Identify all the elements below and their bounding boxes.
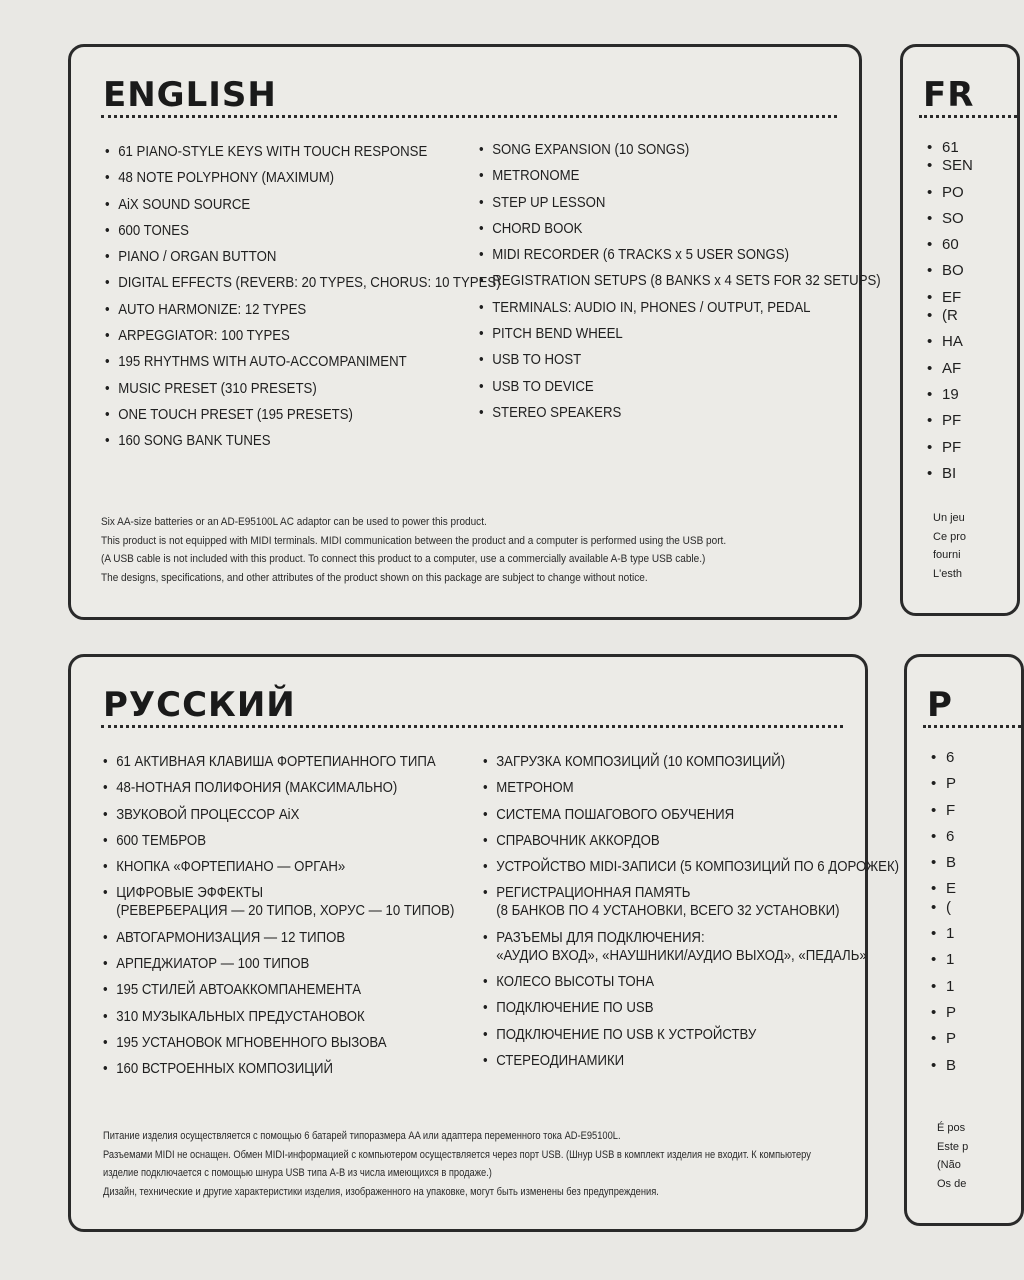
feature-item: • 160 SONG BANK TUNES: [105, 432, 501, 450]
russian-notes: [103, 1127, 843, 1201]
portuguese-notes: [937, 1119, 968, 1193]
feature-item: • DIGITAL EFFECTS (REVERB: 20 TYPES, CHORUS: 10 TYPES): [105, 274, 501, 292]
feature-item: • АВТОГАРМОНИЗАЦИЯ — 12 ТИПОВ: [103, 929, 454, 947]
feature-item: • СИСТЕМА ПОШАГОВОГО ОБУЧЕНИЯ: [483, 806, 899, 824]
note-line: fourni: [933, 549, 961, 561]
russian-panel: [68, 654, 900, 1232]
russian-features-right: [483, 753, 956, 1078]
feature-item: • ПОДКЛЮЧЕНИЕ ПО USB: [483, 999, 899, 1017]
note-line: É pos: [937, 1122, 966, 1134]
note-line: Дизайн, технические и другие характеристики изделия, изображенного на упаковке, могут быть изменены без предупреждения.: [103, 1185, 659, 1198]
feature-item: • 1: [931, 925, 956, 943]
feature-item: • КОЛЕСО ВЫСОТЫ ТОНА: [483, 973, 899, 991]
feature-item: • 6: [931, 749, 956, 767]
dotted-divider: [101, 725, 843, 728]
feature-item: • ЦИФРОВЫЕ ЭФФЕКТЫ (РЕВЕРБЕРАЦИЯ — 20 ТИПОВ, ХОРУС — 10 ТИПОВ): [103, 884, 454, 920]
feature-item: • АРПЕДЖИАТОР — 100 ТИПОВ: [103, 955, 454, 973]
feature-item: • 310 МУЗЫКАЛЬНЫХ ПРЕДУСТАНОВОК: [103, 1008, 454, 1026]
feature-item: • СТЕРЕОДИНАМИКИ: [483, 1052, 899, 1070]
feature-item: • AiX SOUND SOURCE: [105, 196, 501, 214]
feature-item: • E: [931, 880, 956, 898]
feature-item: • TERMINALS: AUDIO IN, PHONES / OUTPUT, PEDAL: [479, 299, 881, 317]
feature-item: • 600 ТЕМБРОВ: [103, 832, 454, 850]
feature-item: • ЗАГРУЗКА КОМПОЗИЦИЙ (10 КОМПОЗИЦИЙ): [483, 753, 899, 771]
french-notes: [933, 509, 966, 583]
portuguese-panel: [904, 654, 1024, 1226]
note-line: The designs, specifications, and other attributes of the product shown on this package are subject to change without notice.: [101, 571, 648, 584]
feature-item: • B: [931, 854, 956, 872]
feature-item: • ONE TOUCH PRESET (195 PRESETS): [105, 406, 501, 424]
feature-item: • P: [931, 1004, 956, 1022]
feature-item: • BI: [927, 465, 973, 483]
note-line: Разъемами MIDI не оснащен. Обмен MIDI-информацией с компьютером осуществляется через порт USB. (Шнур USB в комплект изделия не входит. К компьютеру: [103, 1148, 811, 1161]
feature-item: • MUSIC PRESET (310 PRESETS): [105, 380, 501, 398]
feature-item: • (R: [927, 307, 973, 325]
feature-item: • 61: [927, 139, 973, 157]
dotted-divider: [923, 725, 1021, 728]
portuguese-features: [931, 749, 956, 1083]
note-line: Ce pro: [933, 530, 967, 543]
feature-item: • SO: [927, 210, 973, 228]
feature-item: • PIANO / ORGAN BUTTON: [105, 248, 501, 266]
feature-item: • USB TO DEVICE: [479, 378, 881, 396]
feature-item: • STEREO SPEAKERS: [479, 404, 881, 422]
feature-item: • 48 NOTE POLYPHONY (MAXIMUM): [105, 169, 501, 187]
feature-item: • 60: [927, 236, 973, 254]
feature-item: • РАЗЪЕМЫ ДЛЯ ПОДКЛЮЧЕНИЯ: «АУДИО ВХОД», «НАУШНИКИ/АУДИО ВЫХОД», «ПЕДАЛЬ»: [483, 929, 899, 965]
feature-item: • СПРАВОЧНИК АККОРДОВ: [483, 832, 899, 850]
feature-item: • 195 RHYTHMS WITH AUTO-ACCOMPANIMENT: [105, 353, 501, 371]
feature-item: • MIDI RECORDER (6 TRACKS x 5 USER SONGS): [479, 246, 881, 264]
french-heading: FR: [923, 75, 975, 115]
feature-item: • REGISTRATION SETUPS (8 BANKS x 4 SETS FOR 32 SETUPS): [479, 272, 881, 290]
feature-item: • STEP UP LESSON: [479, 194, 881, 212]
note-line: Un jeu: [933, 512, 965, 524]
feature-item: • HA: [927, 333, 973, 351]
note-line: Este p: [937, 1140, 969, 1153]
feature-item: • 160 ВСТРОЕННЫХ КОМПОЗИЦИЙ: [103, 1060, 454, 1078]
note-line: This product is not equipped with MIDI terminals. MIDI communication between the product and a computer is performed using the USB port.: [101, 534, 727, 547]
french-panel: [900, 44, 1020, 616]
feature-item: • 6: [931, 828, 956, 846]
feature-item: • 195 УСТАНОВОК МГНОВЕННОГО ВЫЗОВА: [103, 1034, 454, 1052]
dotted-divider: [919, 115, 1017, 118]
feature-item: • 61 PIANO-STYLE KEYS WITH TOUCH RESPONSE: [105, 143, 501, 161]
feature-item: • AF: [927, 360, 973, 378]
russian-features-left: [103, 753, 502, 1087]
feature-item: • РЕГИСТРАЦИОННАЯ ПАМЯТЬ (8 БАНКОВ ПО 4 УСТАНОВКИ, ВСЕГО 32 УСТАНОВКИ): [483, 884, 899, 920]
feature-item: • МЕТРОНОМ: [483, 779, 899, 797]
feature-item: • 1: [931, 978, 956, 996]
french-features: [927, 139, 973, 491]
note-line: L'esth: [933, 567, 963, 580]
feature-item: • PO: [927, 184, 973, 202]
english-features-right: [479, 141, 935, 430]
feature-item: • AUTO HARMONIZE: 12 TYPES: [105, 301, 501, 319]
feature-item: • USB TO HOST: [479, 351, 881, 369]
feature-item: • ПОДКЛЮЧЕНИЕ ПО USB К УСТРОЙСТВУ: [483, 1026, 899, 1044]
feature-item: • PF: [927, 412, 973, 430]
feature-item: • F: [931, 802, 956, 820]
feature-item: • 48-НОТНАЯ ПОЛИФОНИЯ (МАКСИМАЛЬНО): [103, 779, 454, 797]
note-line: Six AA-size batteries or an AD-E95100L AC adaptor can be used to power this product.: [101, 516, 487, 528]
english-panel: [68, 44, 881, 620]
note-line: (Não: [937, 1159, 961, 1171]
english-notes: [101, 513, 841, 587]
note-line: (A USB cable is not included with this product. To connect this product to a computer, use a commercially available A-B type USB cable.): [101, 553, 706, 565]
feature-item: • УСТРОЙСТВО MIDI-ЗАПИСИ (5 КОМПОЗИЦИЙ ПО 6 ДОРОЖЕК): [483, 858, 899, 876]
feature-item: • ARPEGGIATOR: 100 TYPES: [105, 327, 501, 345]
feature-item: • 61 АКТИВНАЯ КЛАВИША ФОРТЕПИАННОГО ТИПА: [103, 753, 454, 771]
feature-item: • ЗВУКОВОЙ ПРОЦЕССОР AiX: [103, 806, 454, 824]
feature-item: • 600 TONES: [105, 222, 501, 240]
english-heading: ENGLISH: [103, 75, 277, 115]
feature-item: • SONG EXPANSION (10 SONGS): [479, 141, 881, 159]
note-line: Os de: [937, 1177, 967, 1190]
feature-item: • EF: [927, 289, 973, 307]
feature-item: • КНОПКА «ФОРТЕПИАНО — ОРГАН»: [103, 858, 454, 876]
feature-item: • PITCH BEND WHEEL: [479, 325, 881, 343]
portuguese-heading: P: [927, 685, 953, 725]
feature-item: • 19: [927, 386, 973, 404]
feature-item: • (: [931, 899, 956, 917]
note-line: изделие подключается с помощью шнура USB типа A-B из числа имеющихся в продаже.): [103, 1167, 492, 1179]
feature-item: • BO: [927, 262, 973, 280]
feature-item: • CHORD BOOK: [479, 220, 881, 238]
feature-item: • 195 СТИЛЕЙ АВТОАККОМПАНЕМЕНТА: [103, 981, 454, 999]
feature-item: • P: [931, 775, 956, 793]
russian-heading: РУССКИЙ: [103, 685, 296, 725]
note-line: Питание изделия осуществляется с помощью 6 батарей типоразмера AA или адаптера переменного тока AD-E95100L.: [103, 1130, 621, 1142]
feature-item: • PF: [927, 439, 973, 457]
feature-item: • METRONOME: [479, 167, 881, 185]
feature-item: • B: [931, 1057, 956, 1075]
feature-item: • P: [931, 1030, 956, 1048]
feature-item: • 1: [931, 951, 956, 969]
dotted-divider: [101, 115, 837, 118]
feature-item: • SEN: [927, 157, 973, 175]
